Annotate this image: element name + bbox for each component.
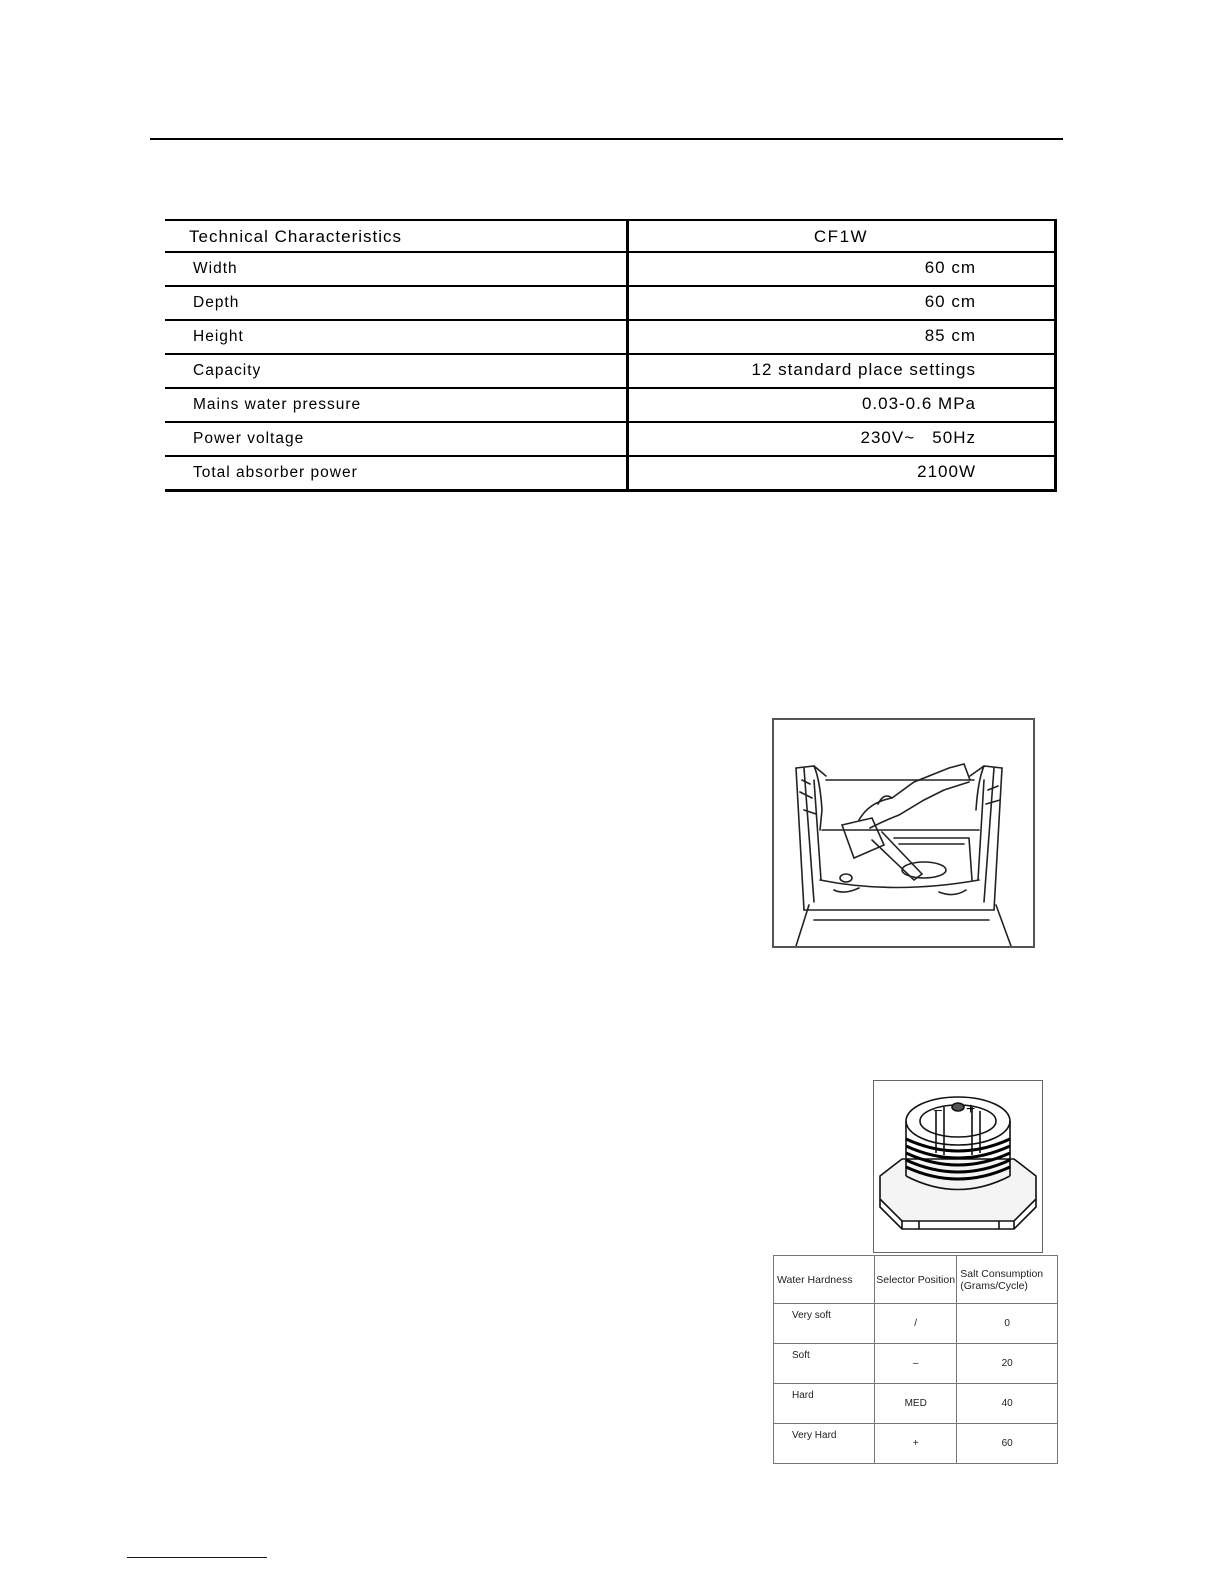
minus-symbol: –	[934, 1101, 942, 1117]
technical-characteristics-table	[165, 219, 1056, 492]
table-row	[165, 389, 1056, 423]
col-salt-consumption: Salt Consumption (Grams/Cycle)	[957, 1256, 1058, 1304]
water-hardness-table	[773, 1255, 1058, 1464]
table-row	[165, 287, 1056, 321]
table-right-border	[1054, 219, 1057, 492]
table-row	[165, 457, 1056, 492]
row-label: Width	[193, 260, 238, 277]
row-label: Depth	[193, 294, 240, 311]
row-value: 60 cm	[924, 258, 976, 277]
selector-cell: +	[875, 1424, 957, 1464]
table-row	[165, 253, 1056, 287]
selector-cell: –	[875, 1344, 957, 1384]
header-rule	[150, 138, 1063, 140]
row-value: 230V~ 50Hz	[860, 428, 976, 447]
row-value: 2100W	[917, 462, 976, 481]
selector-cap-drawing	[874, 1081, 1041, 1251]
row-label: Capacity	[193, 362, 262, 379]
hardness-cell: Soft	[774, 1344, 875, 1384]
salt-cell: 40	[957, 1384, 1058, 1424]
header-model: CF1W	[813, 227, 869, 246]
hardness-cell: Very soft	[774, 1304, 875, 1344]
salt-filling-illustration	[772, 718, 1035, 948]
table-row	[165, 355, 1056, 389]
salt-cell: 20	[957, 1344, 1058, 1384]
row-label: Power voltage	[193, 430, 305, 447]
salt-cell: 60	[957, 1424, 1058, 1464]
row-label: Mains water pressure	[193, 396, 362, 413]
selector-cell: /	[875, 1304, 957, 1344]
row-label: Height	[193, 328, 244, 345]
table-row	[774, 1424, 1058, 1464]
plus-symbol: +	[966, 1101, 976, 1118]
column-divider	[626, 219, 629, 492]
table-row	[774, 1344, 1058, 1384]
salt-cap-selector-illustration	[873, 1080, 1043, 1253]
row-value: 85 cm	[924, 326, 976, 345]
table-row	[165, 321, 1056, 355]
footer-link-underline[interactable]	[127, 1557, 267, 1558]
hardness-header-row	[774, 1256, 1058, 1304]
table-row	[165, 423, 1056, 457]
salt-cell: 0	[957, 1304, 1058, 1344]
table-row	[774, 1304, 1058, 1344]
col-selector-position: Selector Position	[875, 1256, 957, 1304]
hardness-cell: Hard	[774, 1384, 875, 1424]
col-water-hardness: Water Hardness	[774, 1256, 875, 1304]
table-header-row	[165, 219, 1056, 253]
dishwasher-interior-drawing	[774, 720, 1033, 946]
header-label: Technical Characteristics	[189, 227, 403, 246]
table-row	[774, 1384, 1058, 1424]
hardness-cell: Very Hard	[774, 1424, 875, 1464]
row-value: 12 standard place settings	[751, 360, 976, 379]
row-value: 0.03-0.6 MPa	[861, 394, 976, 413]
row-value: 60 cm	[924, 292, 976, 311]
selector-cell: MED	[875, 1384, 957, 1424]
row-label: Total absorber power	[193, 464, 358, 481]
